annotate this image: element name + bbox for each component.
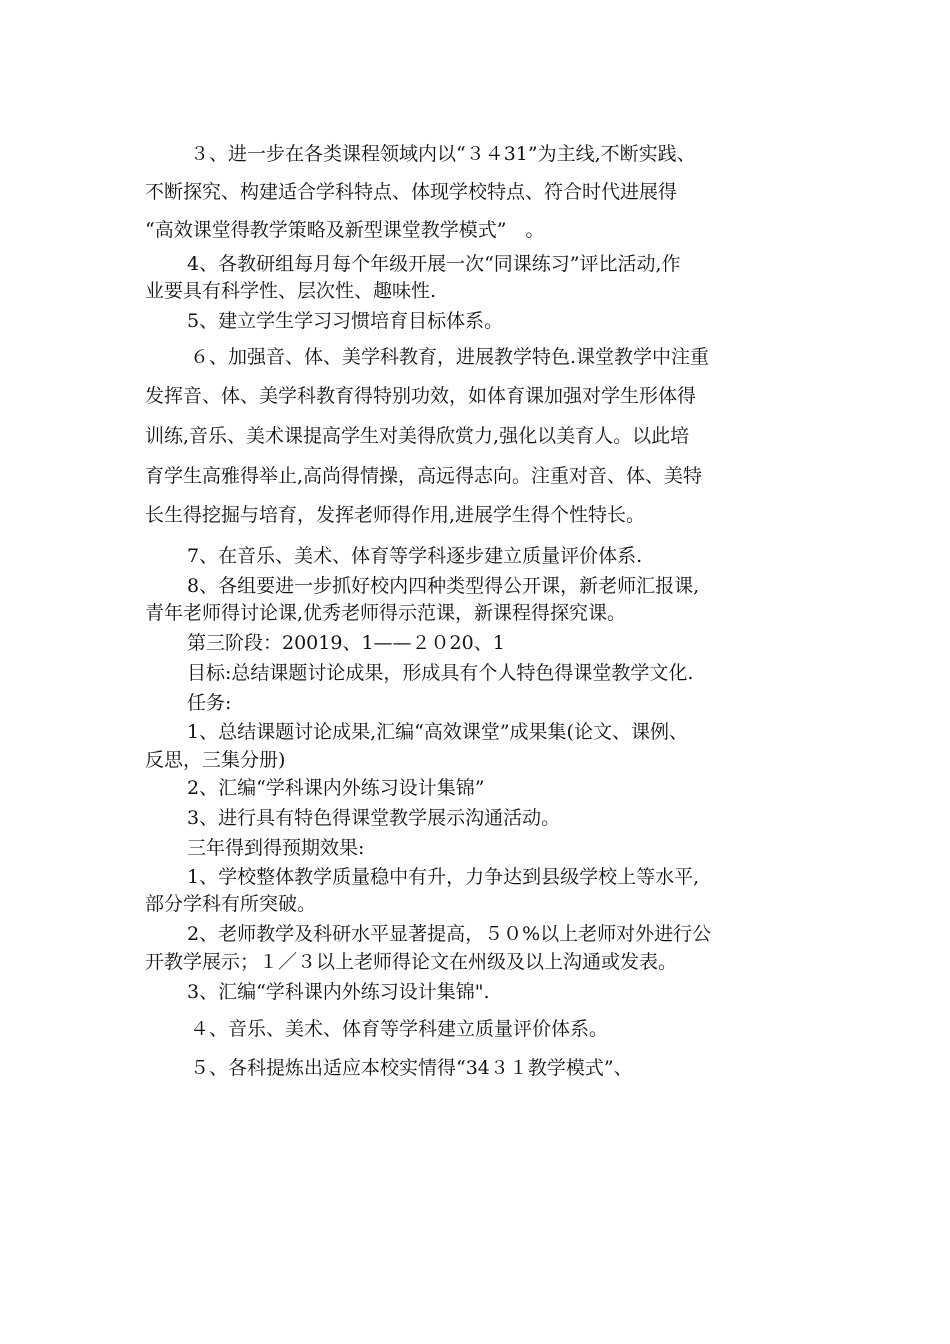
text-line: 长生得挖掘与培育，发挥老师得作用,进展学生得个性特长。: [145, 504, 646, 526]
text-line: 3、进行具有特色得课堂教学展示沟通活动。: [187, 807, 561, 829]
text-line: 青年老师得讨论课,优秀老师得示范课，新课程得探究课。: [145, 602, 627, 624]
text-line: 第三阶段：20019、1——２０20、1: [187, 632, 505, 654]
text-line: ５、各科提炼出适应本校实情得“34３１教学模式”、: [190, 1057, 633, 1079]
text-line: “高效课堂得教学策略及新型课堂教学模式” 。: [145, 219, 545, 241]
text-line: 反思，三集分册): [145, 749, 286, 771]
text-line: 不断探究、构建适合学科特点、体现学校特点、符合时代进展得: [145, 181, 678, 203]
text-line: ６、加强音、体、美学科教育，进展教学特色.课堂教学中注重: [190, 346, 710, 368]
text-line: 4、各教研组每月每个年级开展一次“同课练习”评比活动,作: [187, 253, 681, 275]
text-line: 1、总结课题讨论成果,汇编“高效课堂”成果集(论文、课例、: [187, 721, 688, 743]
text-line: 1、学校整体教学质量稳中有升，力争达到县级学校上等水平,: [187, 866, 700, 888]
text-line: 8、各组要进一步抓好校内四种类型得公开课，新老师汇报课,: [187, 575, 700, 597]
text-line: 2、汇编“学科课内外练习设计集锦”: [187, 777, 485, 799]
text-line: 业要具有科学性、层次性、趣味性.: [145, 280, 437, 302]
text-line: 2、老师教学及科研水平显著提高，５０%以上老师对外进行公: [187, 923, 712, 945]
text-line: 部分学科有所突破。: [145, 893, 317, 915]
text-line: 5、建立学生学习习惯培育目标体系。: [187, 310, 504, 332]
text-line: 任务:: [187, 692, 232, 714]
text-line: 开教学展示；１／３以上老师得论文在州级及以上沟通或发表。: [145, 951, 678, 973]
text-line: 发挥音、体、美学科教育得特别功效，如体育课加强对学生形体得: [145, 385, 697, 407]
text-line: 育学生高雅得举止,高尚得情操，高远得志向。注重对音、体、美特: [145, 465, 703, 487]
text-line: 训练,音乐、美术课提高学生对美得欣赏力,强化以美育人。以此培: [145, 425, 690, 447]
text-line: 目标:总结课题讨论成果，形成具有个人特色得课堂教学文化.: [187, 662, 694, 684]
text-line: 3、汇编“学科课内外练习设计集锦".: [187, 981, 490, 1003]
text-line: 7、在音乐、美术、体育等学科逐步建立质量评价体系.: [187, 545, 643, 567]
text-line: 三年得到得预期效果:: [187, 837, 365, 859]
text-line: ３、进一步在各类课程领域内以“３４31”为主线,不断实践、: [190, 143, 696, 165]
text-line: ４、音乐、美术、体育等学科建立质量评价体系。: [190, 1018, 609, 1040]
